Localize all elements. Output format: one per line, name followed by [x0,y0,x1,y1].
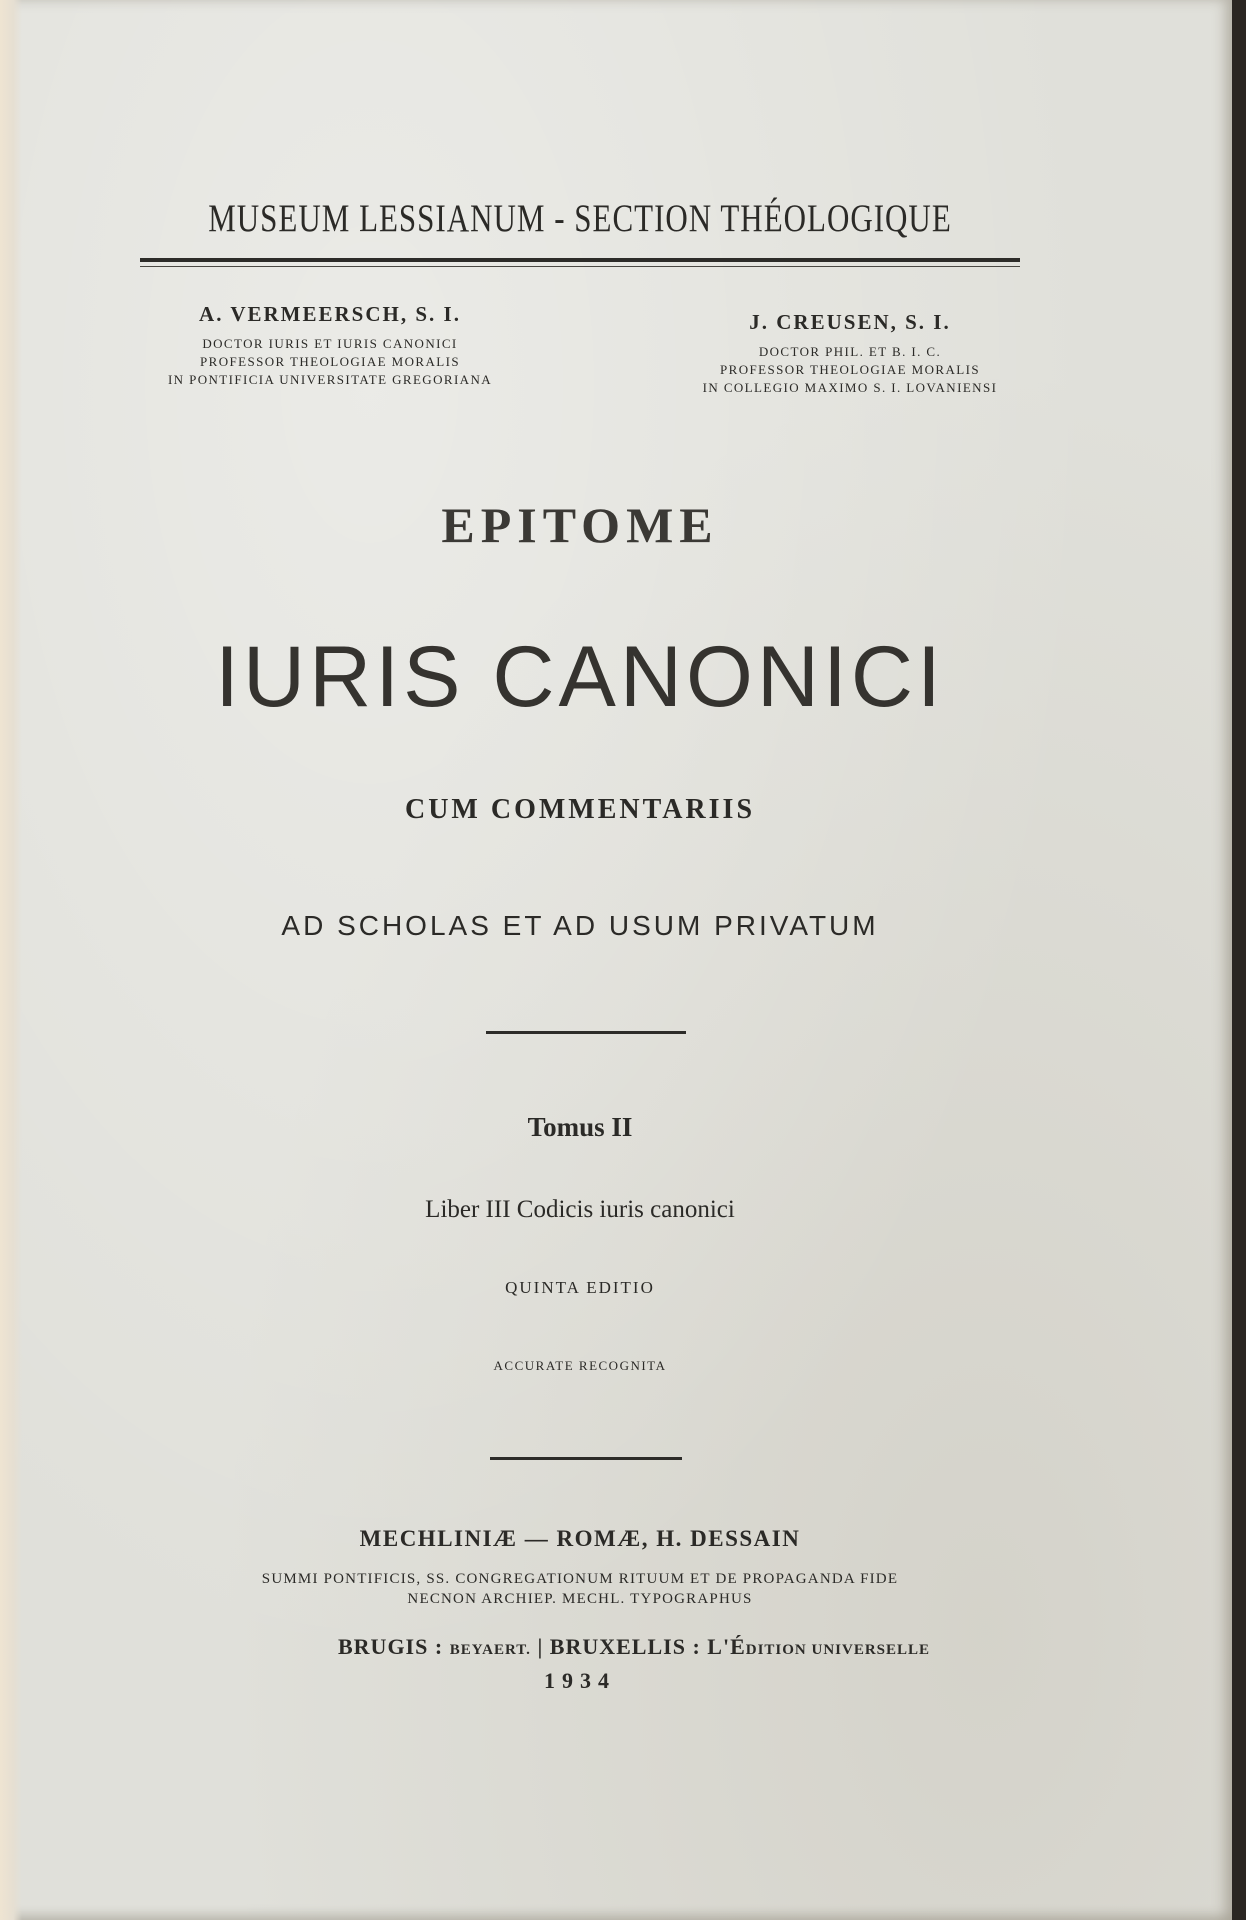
separator: : [428,1634,450,1659]
author-credential: IN COLLEGIO MAXIMO S. I. LOVANIENSI [702,380,998,395]
series-title: MUSEUM LESSIANUM - SECTION THÉOLOGIQUE [208,196,952,240]
title-epitome: EPITOME [441,497,719,553]
author-credential: PROFESSOR THEOLOGIAE MORALIS [200,354,460,369]
divider-rule-2 [490,1457,682,1460]
header-rule-thin [140,266,1020,267]
city-brugis: BRUGIS [338,1634,429,1659]
publisher-cities [338,1634,930,1660]
publisher-line-2: NECNON ARCHIEP. MECHL. TYPOGRAPHUS [407,1591,753,1607]
publication-year: 1934 [544,1668,616,1693]
author-credential: DOCTOR IURIS ET IURIS CANONICI [202,336,458,351]
author-block-2 [680,310,1020,397]
author-block-1 [130,302,530,389]
title-main: IURIS CANONICI [215,629,945,725]
header-rule-thick [140,258,1020,262]
divider-rule-1 [486,1031,686,1034]
author-credential: IN PONTIFICIA UNIVERSITATE GREGORIANA [167,372,493,387]
firm-beyaert: BEYAERT. [449,1642,531,1658]
separator: : [685,1634,708,1659]
author-credential: DOCTOR PHIL. ET B. I. C. [758,344,942,359]
edition-label: QUINTA EDITIO [505,1278,655,1297]
subtitle-commentariis: CUM COMMENTARIIS [404,794,756,825]
publisher-main: MECHLINIÆ — ROMÆ, H. DESSAIN [359,1526,801,1551]
author-name: A. VERMEERSCH, S. I. [199,302,461,326]
cover-edge [0,0,22,1920]
firm-edition-rest: DITION UNIVERSELLE [745,1642,931,1658]
author-credential: PROFESSOR THEOLOGIAE MORALIS [720,362,980,377]
volume-liber: Liber III Codicis iuris canonici [425,1196,735,1223]
separator-pipe: | [530,1634,550,1659]
subtitle-usum: AD SCHOLAS ET AD USUM PRIVATUM [281,910,879,941]
publisher-line-1: SUMMI PONTIFICIS, SS. CONGREGATIONUM RITUUM ET DE PROPAGANDA FIDE [261,1571,899,1587]
volume-tomus: Tomus II [527,1112,633,1142]
city-bruxellis: BRUXELLIS [549,1634,686,1659]
author-name: J. CREUSEN, S. I. [749,310,951,334]
firm-edition-lead: L'É [707,1634,746,1659]
recognita-label: ACCURATE RECOGNITA [493,1358,667,1373]
